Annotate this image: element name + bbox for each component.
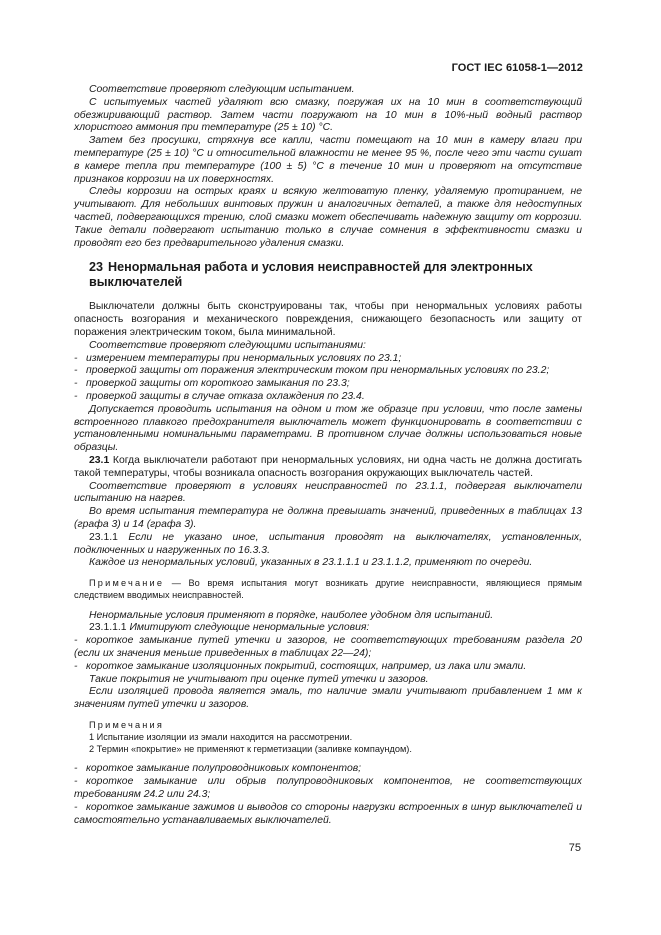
note-item: 1 Испытание изоляции из эмали находится на рассмотрении. (89, 731, 353, 742)
clause-number: 23.1.1 (89, 531, 118, 543)
list-item: - короткое замыкание изоляционных покрытий, состоящих, например, из лака или эмали. (74, 661, 582, 674)
list-item: - короткое замыкание или обрыв полупроводниковых компонентов, не соответствующих требованиям 24.2 или 24.3; (74, 776, 582, 802)
clause-text: Если не указано иное, испытания проводят на выключателях, установленных, подключенных и нагруженных по 16.3.3. (74, 531, 583, 556)
paragraph: Соответствие проверяют следующим испытанием. (89, 84, 355, 95)
notes-label: Примечания (89, 720, 165, 731)
clause-text: Имитируют следующие ненормальные условия: (129, 622, 370, 634)
list-item: - проверкой защиты от короткого замыкания по 23.3; (74, 378, 582, 391)
clause-number: 23.1 (89, 454, 110, 466)
clause-23-1-1-1 (74, 622, 582, 635)
note-paragraph (74, 578, 582, 602)
list-item: - короткое замыкание зажимов и выводов со стороны нагрузки встроенных в шнур выключателей и самостоятельно устанавливаемых выключателей. (74, 802, 582, 828)
paragraph: Затем без просушки, стряхнув все капли, части помещают на 10 мин в камеру влаги при температуре (25 ± 10) °С и относительной влажности не менее 95 %, после чего эти части сушат в камере тепла при температуре (100 ± 5) °С в течение 10 мин и проверяют на отсутствие признаков коррозии на их поверхностях. (74, 135, 582, 185)
list-item: - короткое замыкание путей утечки и зазоров, не соответствующих требованиям раздела 20 (если их значения меньше приведенных в таблицах 22—24); (74, 635, 582, 661)
paragraph: Следы коррозии на острых краях и всякую желтоватую пленку, удаляемую протиранием, не учитывают. Для небольших винтовых пружин и аналогичных деталей, а также для недоступных частей, подвергающихся трению, слой смазки может обеспечивать надежную защиту от коррозии. Такие детали подвергают испытанию только в случае сомнения в эффективности смазки и проводят его без предварительного удаления смазки. (74, 186, 582, 249)
paragraph: Соответствие проверяют следующими испытаниями: (89, 339, 366, 351)
clause-number: 23.1.1.1 (89, 622, 127, 634)
paragraph: Допускается проводить испытания на одном и том же образце при условии, что после замены встроенного плавкого предохранителя выключатель может функционировать в соответствии с установленными номинальными параметрами. В противном случае должны использоваться новые образцы. (74, 403, 582, 454)
paragraph: Ненормальные условия применяют в порядке, наиболее удобном для испытаний. (89, 609, 494, 621)
page-number: 75 (568, 842, 581, 854)
paragraph: Выключатели должны быть сконструированы так, чтобы при ненормальных условиях работы опасность возгорания и механического повреждения, снижающего безопасность или защиту от поражения электрическим током, была минимальной. (74, 301, 582, 338)
note-text: — Во время испытания могут возникать другие неисправности, являющиеся прямым следствием вводимых неисправностей. (74, 578, 582, 600)
paragraph: Во время испытания температура не должна превышать значений, приведенных в таблицах 13 (графа 3) и 14 (графа 3). (74, 506, 582, 530)
list-item: - проверкой защиты в случае отказа охлаждения по 23.4. (74, 391, 582, 404)
section-heading (74, 260, 582, 289)
clause-23-1-1 (74, 532, 582, 558)
note-block (74, 578, 582, 602)
paragraph: Соответствие проверяют в условиях неисправностей по 23.1.1, подвергая выключатели испытанию на нагрев. (74, 480, 582, 505)
note-label: Примечание (89, 578, 165, 589)
paragraph: Если изоляцией провода является эмаль, то наличие эмали учитывают прибавлением 1 мм к значениям путей утечки и зазоров. (74, 686, 582, 711)
list-item: - короткое замыкание полупроводниковых компонентов; (74, 763, 582, 776)
paragraph: Такие покрытия не учитывают при оценке путей утечки и зазоров. (89, 673, 429, 685)
section-number: 23 (89, 260, 104, 275)
document-code-header: ГОСТ IEC 61058-1—2012 (451, 62, 583, 74)
clause-text: Когда выключатели работают при ненормальных условиях, ни одна часть не должна достигать такой температуры, чтобы возникала опасность возгорания окружающих выключатель частей. (74, 454, 583, 479)
section-title: Ненормальная работа и условия неисправностей для электронных выключателей (89, 260, 533, 289)
paragraph: Каждое из ненормальных условий, указанных в 23.1.1.1 и 23.1.1.2, применяют по очереди. (89, 557, 533, 569)
notes-block (74, 720, 582, 755)
list-item: - измерением температуры при ненормальных условиях по 23.1; (74, 353, 582, 366)
list-item: - проверкой защиты от поражения электрическим током при ненормальных условиях по 23.2; (74, 365, 582, 378)
paragraph: С испытуемых частей удаляют всю смазку, погружая их на 10 мин в соответствующий обезжиривающий раствор. Затем части погружают на 10 мин в 10%-ный водный раствор хлористого аммония при температуре (25 ± 10) °С. (74, 96, 582, 134)
clause-23-1 (74, 455, 582, 481)
note-item: 2 Термин «покрытие» не применяют к герметизации (заливке компаундом). (89, 743, 412, 754)
page-content (74, 84, 582, 827)
